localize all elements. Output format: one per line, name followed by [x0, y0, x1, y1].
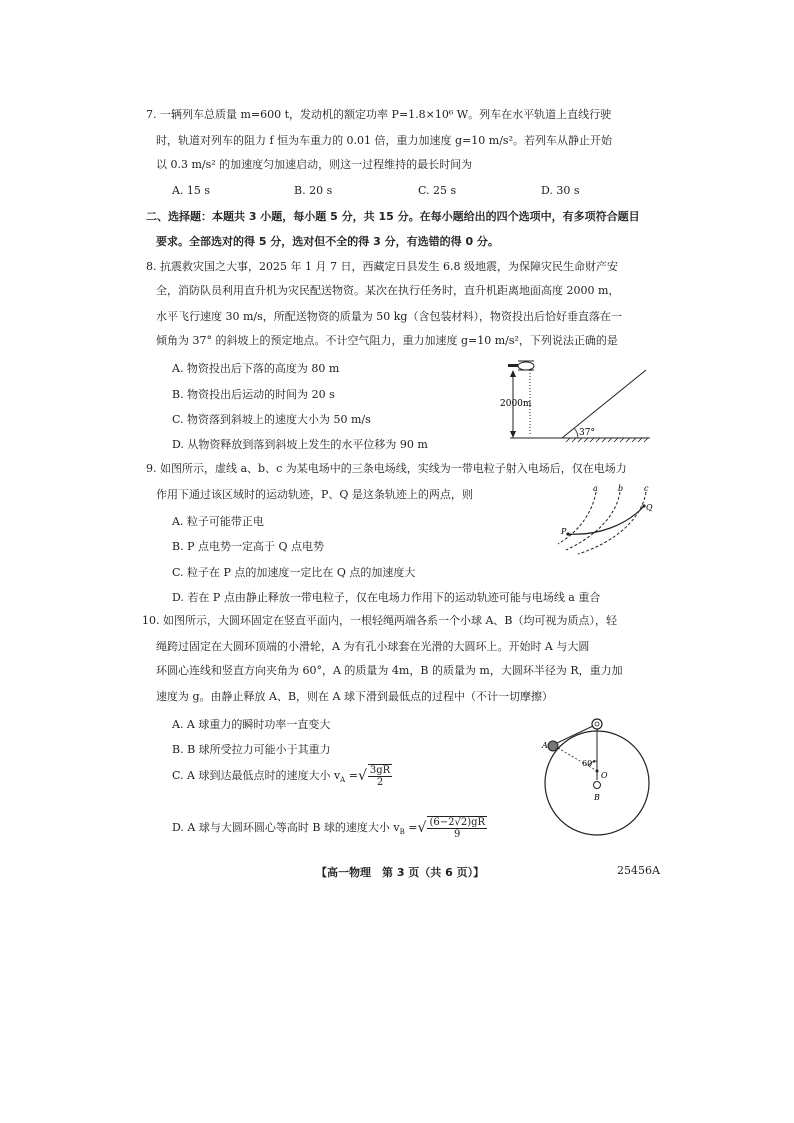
q10-line-1: 10. 如图所示，大圆环固定在竖直平面内，一根轻绳两端各系一个小球 A、B（均可视为质点），轻	[142, 614, 618, 627]
q10-option-c-text: C. A 球到达最低点时的速度大小 v	[172, 769, 341, 782]
q10-line-3: 环圆心连线和竖直方向夹角为 60°，A 的质量为 4m，B 的质量为 m，大圆环半径为 R，重力加	[156, 664, 623, 677]
section-2-heading-line-2: 要求。全部选对的得 5 分，选对但不全的得 3 分，有选错的得 0 分。	[156, 235, 499, 248]
q9-option-d: D. 若在 P 点由静止释放一带电粒子，仅在电场力作用下的运动轨迹可能与电场线 a 重合	[172, 591, 601, 604]
ball-a	[548, 741, 558, 751]
q7-line-2: 时，轨道对列车的阻力 f 恒为车重力的 0.01 倍，重力加速度 g=10 m/s²。若列车从静止开始	[156, 134, 612, 147]
q8-option-b: B. 物资投出后运动的时间为 20 s	[172, 388, 335, 401]
q10-option-c-denominator: 2	[376, 777, 384, 788]
page-footer: 【高一物理 第 3 页（共 6 页）】	[316, 866, 485, 879]
q8-line-3: 水平飞行速度 30 m/s，所配送物资的质量为 50 kg（含包装材料），物资投出后恰好垂直落在一	[156, 310, 622, 323]
label-b-ring: B	[594, 793, 600, 802]
q7-option-a: A. 15 s	[172, 184, 211, 197]
q9-electric-field-figure	[556, 484, 666, 556]
q10-option-b: B. B 球所受拉力可能小于其重力	[172, 743, 331, 756]
q10-option-d-numerator: (6−2√2)gR	[429, 817, 486, 828]
q10-ring-figure	[538, 708, 658, 848]
label-o: O	[601, 771, 608, 780]
section-2-heading-line-1: 二、选择题：本题共 3 小题，每小题 5 分，共 15 分。在每小题给出的四个选项中，有多项符合题目	[146, 210, 640, 223]
height-label: 2000m	[500, 399, 532, 409]
label-a-ring: A	[542, 741, 548, 750]
q10-option-c: C. A 球到达最低点时的速度大小 $v_A$ =√ $\frac{3gR}{2}$	[172, 765, 391, 788]
q10-option-d: D. A 球与大圆环圆心等高时 B 球的速度大小 $v_B$ =√ $\frac{(6-2√2)gR}{9}$	[172, 817, 486, 840]
q9-line-1: 9. 如图所示，虚线 a、b、c 为某电场中的三条电场线，实线为一带电粒子射入电场后，仅在电场力	[146, 462, 627, 475]
q7-option-b: B. 20 s	[294, 184, 333, 197]
q7-line-1: 7. 一辆列车总质量 m=600 t，发动机的额定功率 P=1.8×10⁶ W。列车在水平轨道上直线行驶	[146, 108, 612, 121]
q8-option-d: D. 从物资释放到落到斜坡上发生的水平位移为 90 m	[172, 438, 428, 451]
field-line-b	[566, 492, 620, 550]
label-q: Q	[646, 503, 653, 512]
q10-option-d-denominator: 9	[454, 829, 461, 840]
q10-option-d-subscript: B	[399, 828, 405, 837]
helicopter-icon	[508, 361, 534, 370]
q8-line-1: 8. 抗震救灾国之大事，2025 年 1 月 7 日，西藏定日县发生 6.8 级地震，为保障灾民生命财产安	[146, 260, 618, 273]
q7-option-d: D. 30 s	[541, 184, 580, 197]
ball-b	[594, 782, 601, 789]
q8-line-4: 倾角为 37° 的斜坡上的预定地点。不计空气阻力，重力加速度 g=10 m/s²，下列说法正确的是	[156, 334, 618, 347]
field-line-a	[558, 492, 596, 544]
q10-line-4: 速度为 g。由静止释放 A、B，则在 A 球下滑到最低点的过程中（不计一切摩擦）	[156, 690, 553, 703]
label-p: P	[561, 527, 567, 536]
angle-60-label: 60°	[582, 759, 597, 768]
q10-option-d-text: D. A 球与大圆环圆心等高时 B 球的速度大小 v	[172, 821, 400, 834]
field-line-c	[578, 492, 646, 554]
q10-option-c-subscript: A	[340, 776, 346, 785]
q7-option-c: C. 25 s	[418, 184, 457, 197]
q9-line-2: 作用下通过该区域时的运动轨迹，P、Q 是这条轨迹上的两点，则	[156, 488, 473, 501]
ground-hatch	[566, 438, 648, 442]
q8-line-2: 全，消防队员利用直升机为灾民配送物资。某次在执行任务时，直升机距离地面高度 2000 m，	[156, 284, 620, 297]
slope-line	[562, 370, 646, 438]
q10-option-c-numerator: 3gR	[369, 765, 391, 776]
q8-option-c: C. 物资落到斜坡上的速度大小为 50 m/s	[172, 413, 371, 426]
q9-option-c: C. 粒子在 P 点的加速度一定比在 Q 点的加速度大	[172, 566, 416, 579]
q8-helicopter-slope-figure	[500, 358, 660, 446]
q10-line-2: 绳跨过固定在大圆环顶端的小滑轮，A 为有孔小球套在光滑的大圆环上。开始时 A 与大圆	[156, 640, 590, 653]
label-a: a	[593, 484, 598, 493]
exam-code: 25456A	[617, 864, 660, 877]
label-c: c	[644, 484, 649, 493]
angle-label: 37°	[579, 428, 595, 438]
rope-segment-a	[557, 726, 593, 743]
q8-option-a: A. 物资投出后下落的高度为 80 m	[172, 362, 340, 375]
q9-option-b: B. P 点电势一定高于 Q 点电势	[172, 540, 324, 553]
label-b: b	[618, 484, 624, 493]
q9-option-a: A. 粒子可能带正电	[172, 515, 264, 528]
q10-option-a: A. A 球重力的瞬时功率一直变大	[172, 718, 331, 731]
q7-line-3: 以 0.3 m/s² 的加速度匀加速启动，则这一过程维持的最长时间为	[156, 158, 473, 171]
